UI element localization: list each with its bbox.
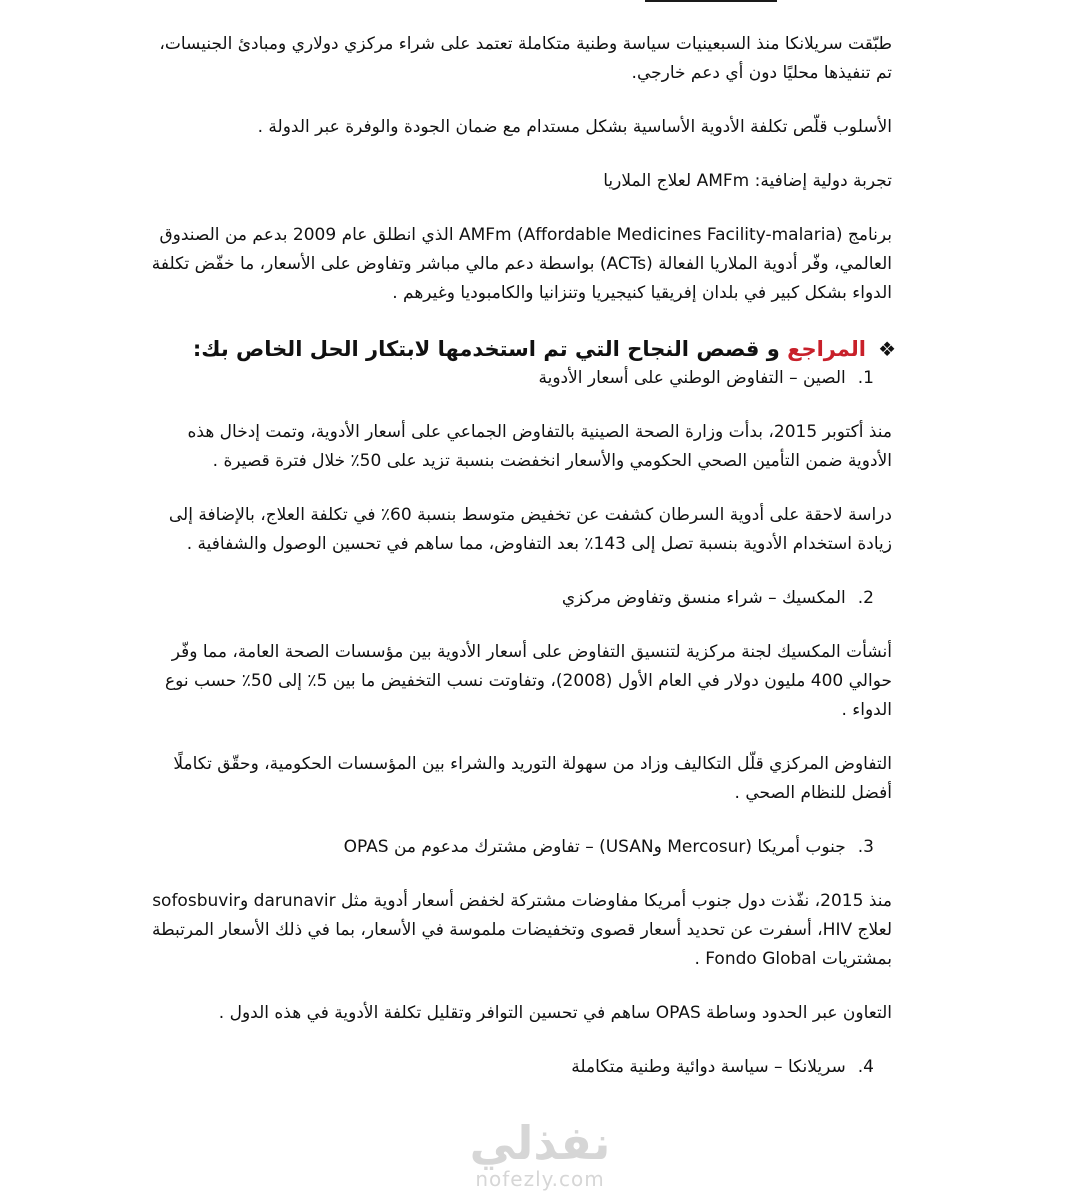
list-item-sri-lanka bbox=[150, 1053, 892, 1082]
list-item-china bbox=[150, 364, 892, 393]
list-number: 3. bbox=[857, 837, 874, 857]
diamond-bullet-icon: ❖ bbox=[878, 337, 896, 361]
list-number: 4. bbox=[857, 1057, 874, 1077]
china-paragraph-2: دراسة لاحقة على أدوية السرطان كشفت عن تخفيض متوسط بنسبة 60٪ في تكلفة العلاج، بالإضافة إلى زيادة استخدام الأدوية بنسبة تصل إلى 143٪ بعد التفاوض، مما ساهم في تحسين الوصول والشفافية . bbox=[168, 505, 892, 554]
heading-accent: المراجع bbox=[787, 337, 866, 361]
intro-paragraph-amfm: برنامج AMFm (Affordable Medicines Facility-malaria) الذي انطلق عام 2009 بدعم من الصندوق العالمي، وفّر أدوية الملاريا الفعالة (ACTs) بواسطة دعم مالي مباشر وتفاوض على الأسعار، ما خفّض تكلفة الدواء بشكل كبير في بلدان إفريقيا كنيجيريا وتنزانيا والكامبوديا وغيرهم . bbox=[151, 225, 892, 303]
list-title: الصين – التفاوض الوطني على أسعار الأدوية bbox=[538, 368, 846, 388]
list-title: المكسيك – شراء منسق وتفاوض مركزي bbox=[561, 588, 846, 608]
document-body bbox=[150, 30, 896, 1082]
south-america-paragraph-2: التعاون عبر الحدود وساطة OPAS ساهم في تحسين التوافر وتقليل تكلفة الأدوية في هذه الدول . bbox=[218, 1003, 892, 1023]
intro-paragraph-2: الأسلوب قلّص تكلفة الأدوية الأساسية بشكل مستدام مع ضمان الجودة والوفرة عبر الدولة . bbox=[257, 117, 892, 137]
list-title: جنوب أمريكا (Mercosur وUSAN) – تفاوض مشترك مدعوم من OPAS bbox=[343, 837, 846, 857]
heading-text: و قصص النجاح التي تم استخدمها لابتكار الحل الخاص بك: bbox=[192, 337, 788, 361]
watermark-url: nofezly.com bbox=[475, 1167, 605, 1191]
top-divider bbox=[645, 0, 777, 2]
south-america-paragraph-1: منذ 2015، نفّذت دول جنوب أمريكا مفاوضات مشتركة لخفض أسعار أدوية مثل darunavir وsofosbuvir لعلاج HIV، أسفرت عن تحديد أسعار قصوى وتخفيضات ملموسة في الأسعار، بما في ذلك الأسعار المرتبطة بمشتريات Fondo Global . bbox=[151, 891, 892, 969]
watermark-logo: نفذلي bbox=[469, 1116, 611, 1170]
list-title: سريلانكا – سياسة دوائية وطنية متكاملة bbox=[571, 1057, 846, 1077]
list-item-south-america bbox=[150, 833, 892, 862]
mexico-paragraph-1: أنشأت المكسيك لجنة مركزية لتنسيق التفاوض على أسعار الأدوية بين مؤسسات الصحة العامة، مما وفّر حوالي 400 مليون دولار في العام الأول (2008)، وتفاوتت نسب التخفيض ما بين 5٪ إلى 50٪ حسب نوع الدواء . bbox=[164, 642, 892, 720]
intro-subtitle: تجربة دولية إضافية: AMFm لعلاج الملاريا bbox=[603, 171, 892, 191]
list-item-mexico bbox=[150, 584, 892, 613]
list-number: 1. bbox=[857, 368, 874, 388]
list-number: 2. bbox=[857, 588, 874, 608]
intro-paragraph-1: طبّقت سريلانكا منذ السبعينيات سياسة وطنية متكاملة تعتمد على شراء مركزي دولاري ومبادئ الجنيسات، تم تنفيذها محليًا دون أي دعم خارجي. bbox=[159, 34, 892, 83]
china-paragraph-1: منذ أكتوبر 2015، بدأت وزارة الصحة الصينية بالتفاوض الجماعي على أسعار الأدوية، وتمت إدخال هذه الأدوية ضمن التأمين الصحي الحكومي والأسعار انخفضت بنسبة تزيد على 50٪ خلال فترة قصيرة . bbox=[187, 422, 892, 471]
section-heading bbox=[150, 334, 896, 364]
mexico-paragraph-2: التفاوض المركزي قلّل التكاليف وزاد من سهولة التوريد والشراء بين المؤسسات الحكومية، وحقّق تكاملًا أفضل للنظام الصحي . bbox=[173, 754, 892, 803]
